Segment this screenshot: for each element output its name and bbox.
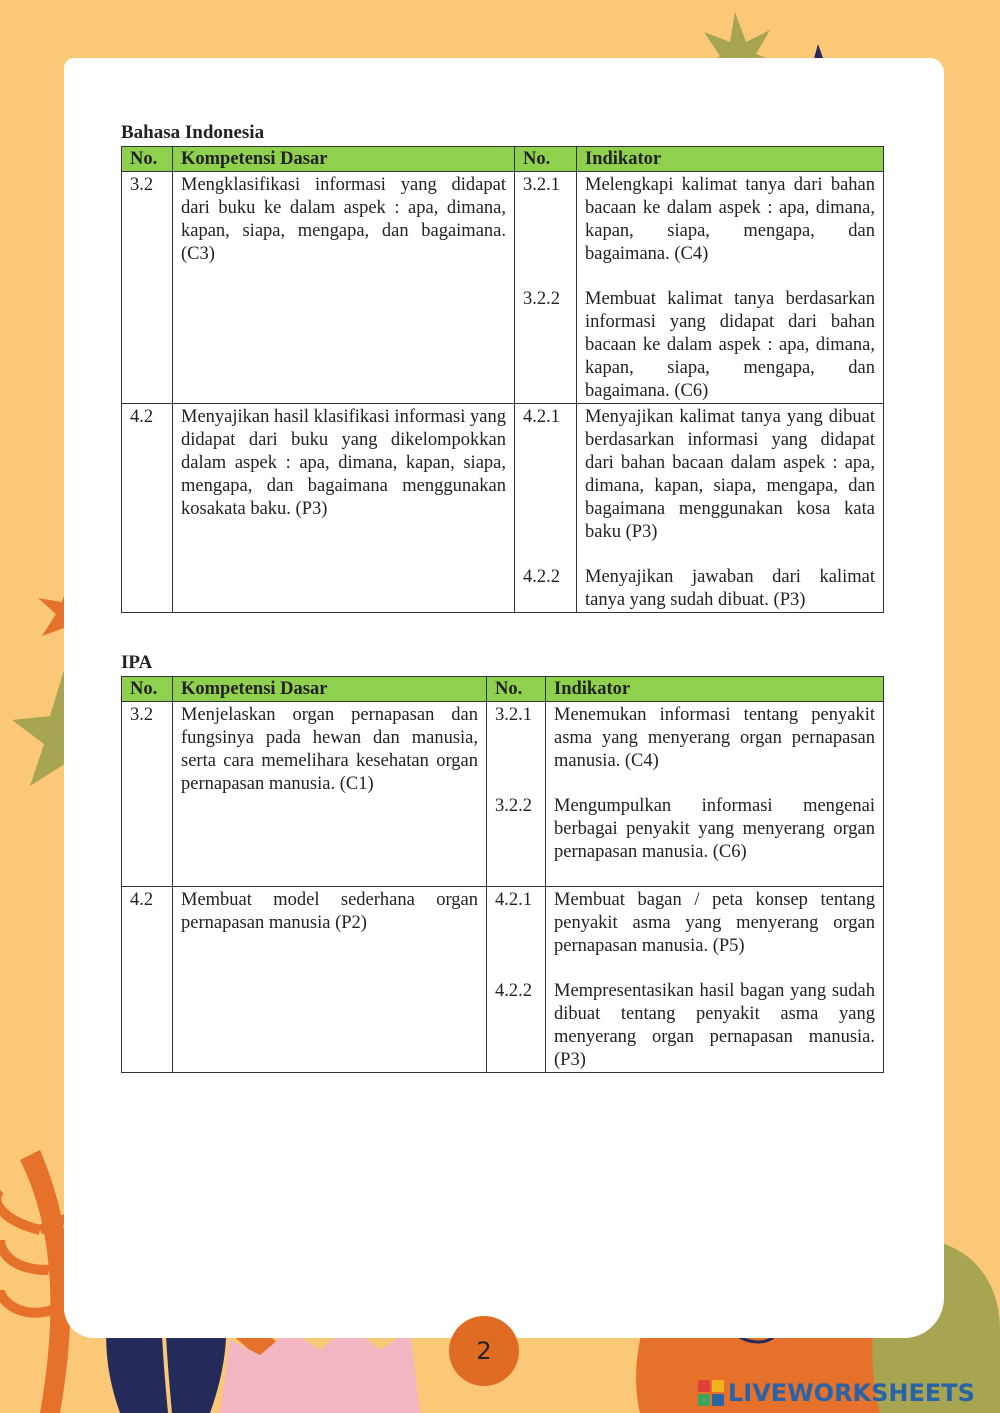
indicator-number: 3.2.2: [487, 773, 546, 887]
indicator-text: Melengkapi kalimat tanya dari bahan bacaan ke dalam aspek : apa, dimana, kapan, siapa, mengapa, dan bagaimana. (C4): [577, 172, 884, 267]
kd-text: Membuat model sederhana organ pernapasan manusia (P2): [173, 887, 487, 1073]
table-bahasa-indonesia: [121, 146, 884, 613]
indicator-text: Menemukan informasi tentang penyakit asma yang menyerang organ pernapasan manusia. (C4): [546, 702, 884, 774]
kd-number: 3.2: [122, 702, 173, 887]
kd-number: 4.2: [122, 887, 173, 1073]
indicator-text: Membuat bagan / peta konsep tentang penyakit asma yang menyerang organ pernapasan manusia. (P5): [546, 887, 884, 959]
table-header-row: [122, 677, 884, 702]
header-no-indikator: No.: [487, 677, 546, 702]
table-row: [122, 702, 884, 774]
table-ipa: [121, 676, 884, 1073]
indicator-number: 3.2.1: [487, 702, 546, 774]
indicator-text: Mempresentasikan hasil bagan yang sudah dibuat tentang penyakit asma yang menyerang organ pernapasan manusia. (P3): [546, 958, 884, 1073]
brand-name: LIVEWORKSHEETS: [728, 1379, 975, 1407]
page-number: [449, 1316, 519, 1386]
kd-number: 3.2: [122, 172, 173, 404]
header-indikator: Indikator: [546, 677, 884, 702]
kd-text: Mengklasifikasi informasi yang didapat dari buku ke dalam aspek : apa, dimana, kapan, siapa, mengapa, dan bagaimana. (C3): [173, 172, 515, 404]
table-header-row: [122, 147, 884, 172]
indicator-text: Menyajikan kalimat tanya yang dibuat berdasarkan informasi yang didapat dari bahan bacaan dalam aspek : apa, dimana, kapan, siapa, mengapa, dan bagaimana menggunakan kosa kata baku (P3): [577, 404, 884, 545]
page-number-label: 2: [476, 1337, 492, 1365]
indicator-text: Menyajikan jawaban dari kalimat tanya yang sudah dibuat. (P3): [577, 544, 884, 613]
header-no: No.: [122, 147, 173, 172]
section-title-ipa: IPA: [121, 652, 153, 673]
indicator-text: Membuat kalimat tanya berdasarkan informasi yang didapat dari bahan bacaan ke dalam aspek : apa, dimana, kapan, siapa, mengapa, dan bagaimana. (C6): [577, 266, 884, 404]
indicator-text: Mengumpulkan informasi mengenai berbagai penyakit yang menyerang organ pernapasan manusia. (C6): [546, 773, 884, 887]
section-title-bahasa-indonesia: Bahasa Indonesia: [121, 122, 265, 143]
table-row: [122, 172, 884, 267]
header-no: No.: [122, 677, 173, 702]
header-kompetensi-dasar: Kompetensi Dasar: [173, 677, 487, 702]
kd-text: Menyajikan hasil klasifikasi informasi yang didapat dari buku yang dikelompokkan dalam aspek : apa, dimana, kapan, siapa, mengapa, dan bagaimana menggunakan kosakata baku. (P3): [173, 404, 515, 613]
table-row: [122, 404, 884, 545]
liveworksheets-mark-icon: [698, 1380, 724, 1406]
liveworksheets-logo: [698, 1378, 975, 1408]
header-indikator: Indikator: [577, 147, 884, 172]
indicator-number: 4.2.1: [487, 887, 546, 959]
kd-number: 4.2: [122, 404, 173, 613]
header-no-indikator: No.: [515, 147, 577, 172]
indicator-number: 4.2.2: [487, 958, 546, 1073]
table-row: [122, 887, 884, 959]
indicator-number: 4.2.1: [515, 404, 577, 545]
header-kompetensi-dasar: Kompetensi Dasar: [173, 147, 515, 172]
indicator-number: 3.2.1: [515, 172, 577, 267]
indicator-number: 4.2.2: [515, 544, 577, 613]
kd-text: Menjelaskan organ pernapasan dan fungsinya pada hewan dan manusia, serta cara memelihara kesehatan organ pernapasan manusia. (C1): [173, 702, 487, 887]
indicator-number: 3.2.2: [515, 266, 577, 404]
